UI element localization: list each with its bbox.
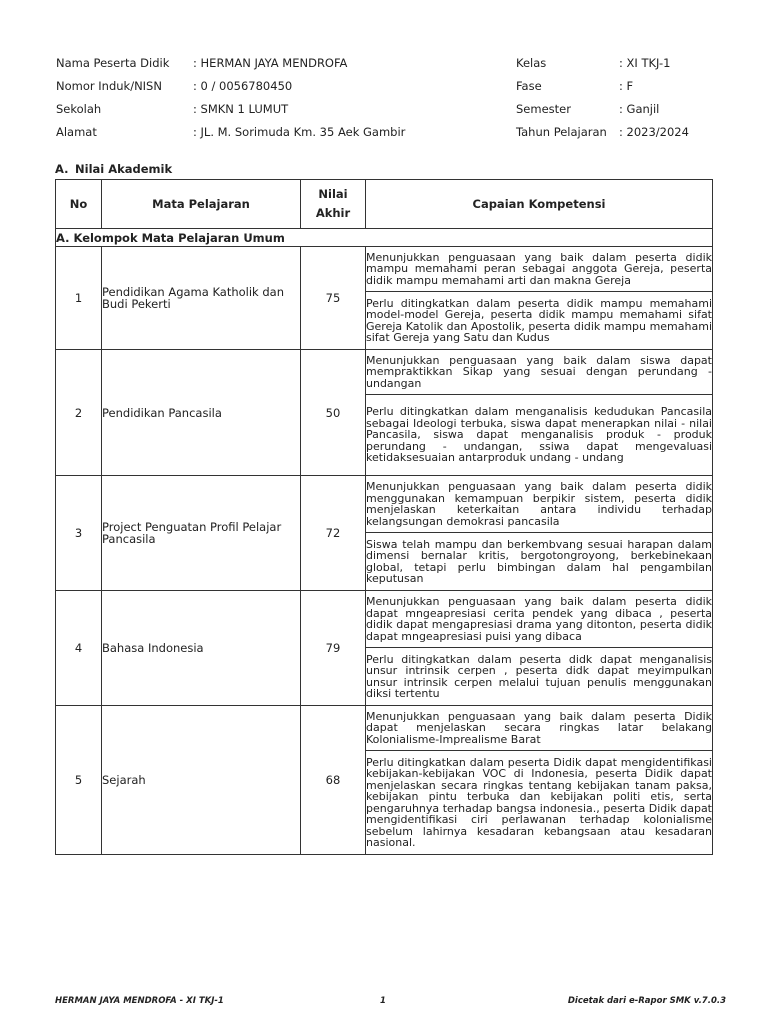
table-row [56, 591, 713, 648]
table-row [56, 350, 713, 395]
info-label: Alamat [56, 125, 97, 139]
row-score: 75 [301, 247, 366, 350]
info-label: Semester [516, 102, 571, 116]
row-competency-improve: Siswa telah mampu dan berkembvang sesuai harapan dalam dimensi bernalar kritis, bergotongroyong, berkebinekaan global, tetapi perlu bimbingan dalam hal pengambilan keputusan [366, 533, 713, 591]
info-value: : 2023/2024 [619, 125, 689, 139]
info-row-class [516, 55, 670, 71]
row-competency-improve: Perlu ditingkatkan dalam peserta didik mampu memahami model-model Gereja, peserta didik mampu memahami sifat Gereja Katolik dan Apostolik, peserta didik mampu memahami sifat Gereja yang Satu dan Kudus [366, 292, 713, 350]
row-competency-strength: Menunjukkan penguasaan yang baik dalam peserta didik mampu memahami peran sebagai anggota Gereja, peserta didik mampu memahami arti dan makna Gereja [366, 247, 713, 292]
info-row-year [516, 124, 689, 140]
table-row [56, 476, 713, 533]
row-competency-strength: Menunjukkan penguasaan yang baik dalam peserta didik menggunakan kemampuan berpikir sistem, peserta didik menjelaskan keterkaitan antara individu terhadap kelangsungan demokrasi pancasila [366, 476, 713, 533]
group-label: A. Kelompok Mata Pelajaran Umum [56, 229, 713, 247]
header-competency: Capaian Kompetensi [366, 180, 713, 229]
footer-student: HERMAN JAYA MENDROFA - XI TKJ-1 [55, 996, 224, 1006]
table-row [56, 247, 713, 292]
info-value: : SMKN 1 LUMUT [193, 102, 289, 116]
info-label: Sekolah [56, 102, 102, 116]
row-no: 4 [56, 591, 102, 706]
table-header-row [56, 180, 713, 229]
footer-printed-by: Dicetak dari e-Rapor SMK v.7.0.3 [567, 996, 726, 1006]
group-row [56, 229, 713, 247]
section-title-text: Nilai Akademik [75, 162, 173, 176]
info-value: : HERMAN JAYA MENDROFA [193, 56, 348, 70]
row-score: 50 [301, 350, 366, 476]
row-competency-strength: Menunjukkan penguasaan yang baik dalam peserta didik dapat mngeapresiasi cerita pendek yang dibaca , peserta didik dapat mengapresiasi drama yang ditonton, peserta didik dapat mngeapresiasi puisi yang dibaca [366, 591, 713, 648]
info-row-name [56, 55, 347, 71]
info-label: Fase [516, 79, 542, 93]
row-subject: Project Penguatan Profil Pelajar Pancasila [102, 476, 301, 591]
info-value: : 0 / 0056780450 [193, 79, 293, 93]
row-competency-improve: Perlu ditingkatkan dalam menganalisis kedudukan Pancasila sebagai Ideologi terbuka, siswa dapat menerapkan nilai - nilai Pancasila, siswa dapat menganalisis produk - produk perundang - undangan, ssiwa dapat mengevaluasi ketidaksesuaian antarproduk undang - undang [366, 395, 713, 476]
info-value: : Ganjil [619, 102, 660, 116]
footer-page-number: 1 [380, 996, 386, 1006]
header-subject: Mata Pelajaran [102, 180, 301, 229]
section-letter: A. [55, 162, 69, 176]
row-subject: Sejarah [102, 706, 301, 855]
info-row-phase [516, 78, 633, 94]
row-no: 3 [56, 476, 102, 591]
info-label: Tahun Pelajaran [516, 125, 607, 139]
row-score: 68 [301, 706, 366, 855]
row-no: 2 [56, 350, 102, 476]
info-row-address [56, 124, 405, 140]
row-score: 72 [301, 476, 366, 591]
info-label: Nomor Induk/NISN [56, 79, 162, 93]
info-value: : F [619, 79, 634, 93]
info-label: Kelas [516, 56, 547, 70]
row-score: 79 [301, 591, 366, 706]
info-value: : JL. M. Sorimuda Km. 35 Aek Gambir [193, 125, 406, 139]
row-subject: Bahasa Indonesia [102, 591, 301, 706]
info-label: Nama Peserta Didik [56, 56, 170, 70]
row-competency-strength: Menunjukkan penguasaan yang baik dalam peserta Didik dapat menjelaskan secara ringkas latar belakang Kolonialisme-Imprealisme Barat [366, 706, 713, 751]
info-row-nisn [56, 78, 292, 94]
grades-table [55, 179, 713, 855]
table-row [56, 706, 713, 751]
info-row-semester [516, 101, 659, 117]
row-subject: Pendidikan Agama Katholik dan Budi Pekerti [102, 247, 301, 350]
row-subject: Pendidikan Pancasila [102, 350, 301, 476]
row-no: 5 [56, 706, 102, 855]
header-no: No [56, 180, 102, 229]
info-row-school [56, 101, 288, 117]
row-competency-strength: Menunjukkan penguasaan yang baik dalam siswa dapat mempraktikkan Sikap yang sesuai dengan perundang - undangan [366, 350, 713, 395]
info-value: : XI TKJ-1 [619, 56, 671, 70]
row-no: 1 [56, 247, 102, 350]
section-title [55, 162, 172, 176]
row-competency-improve: Perlu ditingkatkan dalam peserta Didik dapat mengidentifikasi kebijakan-kebijakan VOC di Indonesia, peserta Didik dapat menjelaskan secara ringkas tentang kebijakan tanam paksa, kebijakan pintu terbuka dan kebijakan politi etis, serta pengaruhnya terhadap bangsa indonesia., peserta Didik dapat mengidentifikasi ciri perlawanan terhadap kolonialisme sebelum lahirnya kesadaran kebangsaan atau kesadaran nasional. [366, 751, 713, 855]
header-score: Nilai Akhir [301, 180, 366, 229]
row-competency-improve: Perlu ditingkatkan dalam peserta didk dapat menganalisis unsur intrinsik cerpen , peserta didk dapat meyimpulkan unsur intrinsik cerpen melalui tujuan penulis menggunakan diksi tertentu [366, 648, 713, 706]
